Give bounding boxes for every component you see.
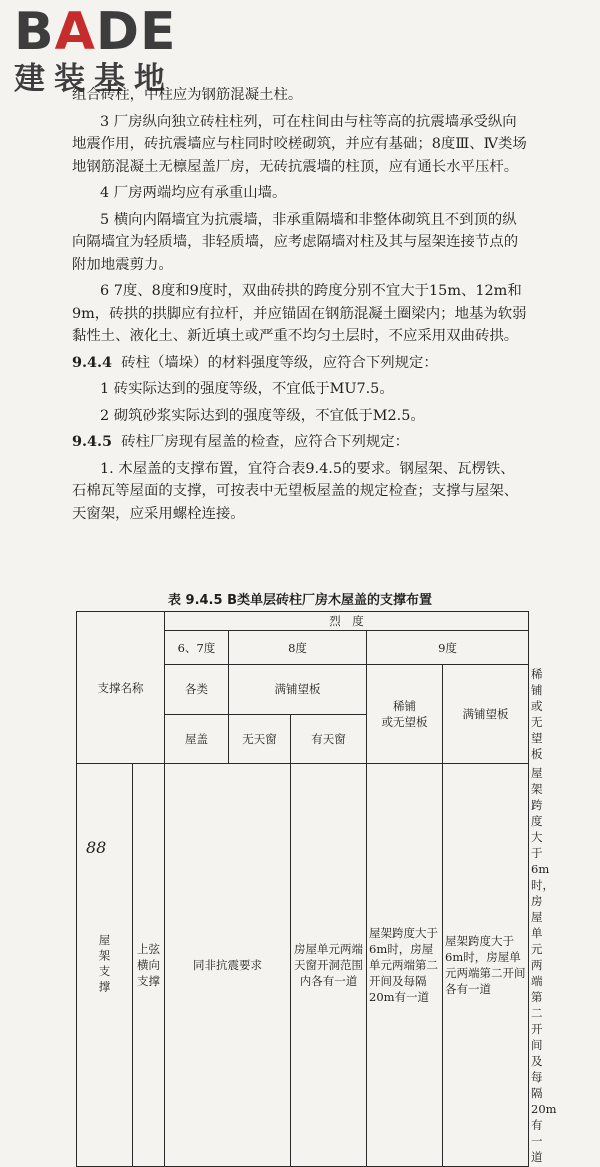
clause-title: 砖柱厂房现有屋盖的检查，应符合下列规定： [121,434,410,450]
paragraph-item-5: 5 横向内隔墙宜为抗震墙，非承重隔墙和非整体砌筑且不到顶的纵向隔墙宜为轻质墙，非轻质墙，应考虑隔墙对柱及其与屋架连接节点的附加地震剪力。 [72,211,519,273]
header-full-sheathing-9: 满铺望板 [443,665,529,764]
header-deg-9: 9度 [367,631,529,665]
clause-number: 9.4.5 [72,433,113,450]
header-deg-8: 8度 [229,631,367,665]
header-all-types-2: 屋盖 [165,714,229,764]
clause-9-4-4-item-2: 2 砌筑砂浆实际达到的强度等级，不宜低于M2.5。 [100,407,425,424]
clause-title: 砖柱（墙垛）的材料强度等级，应符合下列规定： [121,354,438,371]
body-text [72,84,528,525]
cell-non-seismic: 同非抗震要求 [165,764,291,1167]
logo-tagline: 建装基地 [14,61,174,97]
cell-with-skylight: 房屋单元两端天窗开洞范围内各有一道 [291,764,367,1167]
header-full-sheathing-8: 满铺望板 [229,665,367,715]
paragraph-item-6: 6 7度、8度和9度时，双曲砖拱的跨度分别不宜大于15m、12m和9m，砖拱的拱脚应有拉杆，并应锚固在钢筋混凝土圈梁内；地基为软弱黏性土、液化土、新近填土或严重不均匀土层时，不应采用双曲砖拱。 [72,283,527,344]
page-number: 88 [86,838,107,857]
header-with-skylight: 有天窗 [291,714,367,764]
clause-9-4-5-item-1: 1. 木屋盖的支撑布置，宜符合表9.4.5的要求。钢屋架、瓦楞铁、石棉瓦等屋面的支撑，可按表中无望板屋盖的规定检查；支撑与屋架、天窗架，应采用螺栓连接。 [72,460,519,522]
header-sparse-line2: 或无望板 [381,715,428,729]
header-deg-6-7: 6、7度 [165,631,229,665]
logo-letters-de: DE [95,2,177,62]
clause-9-4-5 [72,431,528,454]
header-all-types-1: 各类 [165,665,229,715]
cell-full-9: 屋架跨度大于6m时，房屋单元两端第二开间各有一道 [443,764,529,1167]
bracing-table: 支撑名称 烈 度 6、7度 8度 9度 各类 满铺望板 稀铺 或无望板 满铺望板 稀铺或无望板 屋盖 无天窗 有天窗 屋架支撑 上弦横向支撑 同非抗震要求 房屋单元两端天窗开洞范围内各有一道 屋架跨度大于6m时，房屋单元两端第二开间及每隔20m有一道 屋架跨度大于6m时，房屋单元两端第二开间各有一道 屋架跨度大于6m时，房屋单元两端第二开间及每隔20m有一道 [76,611,529,1167]
paragraph-continued: 组合砖柱，中柱应为钢筋混凝土柱。 [72,87,303,103]
paragraph-item-4: 4 厂房两端均应有承重山墙。 [100,185,287,201]
logo-letter-b: B [14,2,55,62]
header-sparse-line1: 稀铺 [393,699,416,713]
table-caption: 表 9.4.5 B类单层砖柱厂房木屋盖的支撑布置 [168,593,432,608]
header-intensity: 烈 度 [165,612,529,631]
logo-letter-a: A [54,2,96,62]
cell-sparse-8: 屋架跨度大于6m时，房屋单元两端第二开间及每隔20m有一道 [367,764,443,1167]
header-sparse-8 [367,665,443,764]
row-group: 屋架支撑 [77,764,133,1167]
header-support-name: 支撑名称 [77,612,165,764]
header-no-skylight: 无天窗 [229,714,291,764]
paragraph-item-3: 3 厂房纵向独立砖柱柱列，可在柱间由与柱等高的抗震墙承受纵向地震作用，砖抗震墙应与柱同时咬槎砌筑，并应有基础；8度Ⅲ、Ⅳ类场地钢筋混凝土无檩屋盖厂房，无砖抗震墙的柱顶，应有通长水平压杆。 [72,113,527,175]
logo-brand [14,2,184,62]
clause-9-4-4-item-1: 1 砖实际达到的强度等级，不宜低于MU7.5。 [100,381,394,397]
clause-9-4-4 [72,352,528,375]
row-name: 上弦横向支撑 [133,764,165,1167]
clause-number: 9.4.4 [72,353,113,371]
